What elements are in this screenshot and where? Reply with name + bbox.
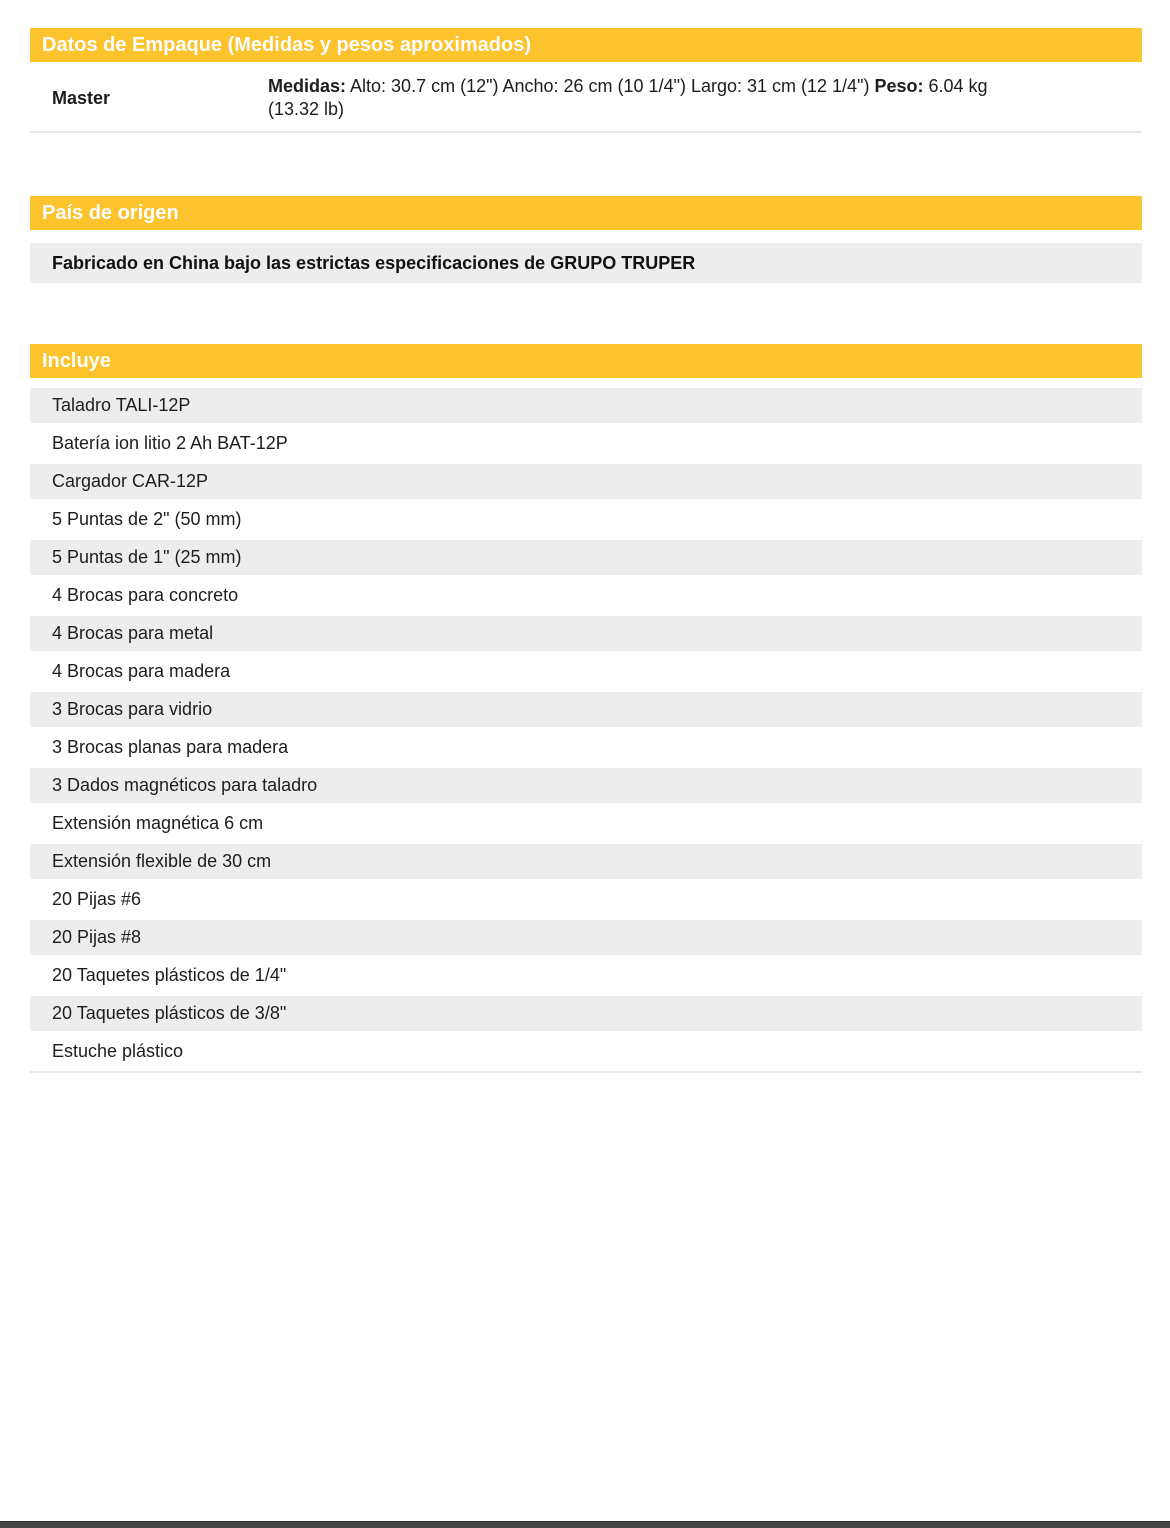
includes-list-item: Cargador CAR-12P xyxy=(30,464,1142,499)
origin-header-bar xyxy=(30,196,1142,230)
includes-list-item: 4 Brocas para madera xyxy=(30,654,1142,689)
master-measurements xyxy=(268,75,1018,121)
includes-list-item: 3 Brocas para vidrio xyxy=(30,692,1142,727)
medidas-label: Medidas: xyxy=(268,76,347,96)
peso-label: Peso: xyxy=(874,76,924,96)
packaging-header-title: Datos de Empaque (Medidas y pesos aproximados) xyxy=(42,34,532,56)
includes-list-item: 20 Taquetes plásticos de 1/4" xyxy=(30,958,1142,993)
includes-list xyxy=(30,388,1142,1073)
packaging-section xyxy=(30,28,1142,133)
includes-section xyxy=(30,344,1142,1073)
includes-list-item: 4 Brocas para metal xyxy=(30,616,1142,651)
origin-section xyxy=(30,196,1142,283)
list-bottom-divider xyxy=(30,1071,1142,1073)
includes-header-bar xyxy=(30,344,1142,378)
includes-list-item: 5 Puntas de 1" (25 mm) xyxy=(30,540,1142,575)
includes-list-item: 4 Brocas para concreto xyxy=(30,578,1142,613)
includes-list-item: Estuche plástico xyxy=(30,1034,1142,1069)
medidas-value: Alto: 30.7 cm (12") Ancho: 26 cm (10 1/4") Largo: 31 cm (12 1/4") xyxy=(350,76,870,96)
includes-list-item: 3 Dados magnéticos para taladro xyxy=(30,768,1142,803)
peso-value: 6.04 kg (13.32 lb) xyxy=(268,76,988,119)
includes-list-item: 3 Brocas planas para madera xyxy=(30,730,1142,765)
includes-list-item: Batería ion litio 2 Ah BAT-12P xyxy=(30,426,1142,461)
product-spec-content xyxy=(30,28,1142,1073)
includes-list-item: Extensión flexible de 30 cm xyxy=(30,844,1142,879)
section-divider xyxy=(30,131,1142,133)
packaging-header-bar xyxy=(30,28,1142,62)
includes-list-item: 20 Pijas #8 xyxy=(30,920,1142,955)
origin-header-title: País de origen xyxy=(42,202,179,224)
includes-list-item: 5 Puntas de 2" (50 mm) xyxy=(30,502,1142,537)
includes-list-item: Extensión magnética 6 cm xyxy=(30,806,1142,841)
includes-list-item: Taladro TALI-12P xyxy=(30,388,1142,423)
includes-header-title: Incluye xyxy=(42,350,111,372)
includes-list-item: 20 Pijas #6 xyxy=(30,882,1142,917)
includes-list-item: 20 Taquetes plásticos de 3/8" xyxy=(30,996,1142,1031)
packaging-master-row xyxy=(30,62,1142,131)
origin-text-row: Fabricado en China bajo las estrictas especificaciones de GRUPO TRUPER xyxy=(30,243,1142,283)
footer-bar xyxy=(0,1521,1170,1528)
master-label: Master xyxy=(52,87,111,108)
